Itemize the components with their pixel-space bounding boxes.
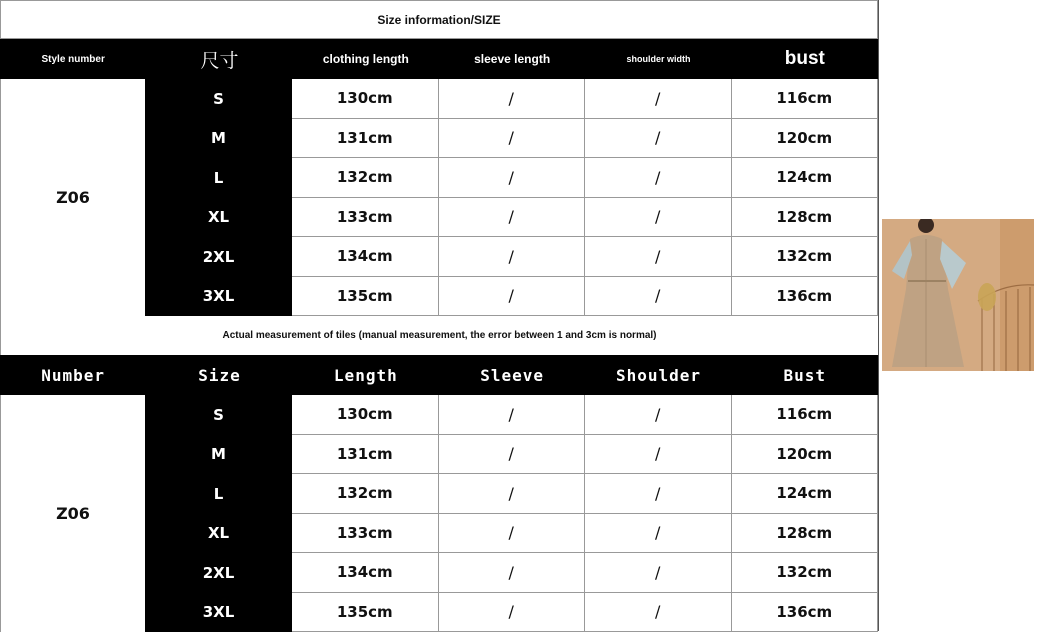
- shoulder-cell: /: [585, 593, 732, 632]
- size-cell: 2XL: [145, 553, 292, 593]
- header-row-2: [0, 355, 878, 395]
- shoulder-cell: /: [585, 553, 732, 593]
- length-cell: 131cm: [292, 119, 439, 159]
- size-cell: XL: [145, 514, 292, 554]
- length-cell: 134cm: [292, 237, 439, 277]
- length-cell: 135cm: [292, 593, 439, 632]
- table1-body: [0, 79, 878, 316]
- table1-rows: [145, 79, 878, 316]
- bust-cell: 124cm: [732, 474, 879, 514]
- header-sleeve-length: sleeve length: [439, 39, 585, 79]
- size-chart-title: Size information/SIZE: [0, 0, 878, 39]
- bust-cell: 120cm: [732, 119, 879, 159]
- sleeve-cell: /: [439, 553, 586, 593]
- header-bust: Bust: [732, 355, 878, 395]
- table-row: [145, 79, 878, 119]
- header-shoulder-width: shoulder width: [585, 39, 731, 79]
- size-cell: 3XL: [145, 277, 292, 317]
- table-row: [145, 119, 878, 159]
- table-row: [145, 277, 878, 317]
- product-photo: [882, 219, 1034, 371]
- header-length: Length: [293, 355, 439, 395]
- header-clothing-length: clothing length: [293, 39, 439, 79]
- table-row: [145, 514, 878, 554]
- header-size: Size: [146, 355, 292, 395]
- length-cell: 130cm: [292, 79, 439, 119]
- shoulder-cell: /: [585, 119, 732, 159]
- size-cell: XL: [145, 198, 292, 238]
- table2-body: [0, 395, 878, 632]
- table-row: [145, 198, 878, 238]
- bust-cell: 124cm: [732, 158, 879, 198]
- size-cell: S: [145, 395, 292, 435]
- table-row: [145, 474, 878, 514]
- length-cell: 134cm: [292, 553, 439, 593]
- shoulder-cell: /: [585, 435, 732, 475]
- bust-cell: 132cm: [732, 553, 879, 593]
- header-size-cn: 尺寸: [146, 39, 292, 79]
- size-cell: 2XL: [145, 237, 292, 277]
- length-cell: 132cm: [292, 158, 439, 198]
- measurement-note: Actual measurement of tiles (manual measurement, the error between 1 and 3cm is normal): [0, 316, 878, 355]
- bust-cell: 116cm: [732, 79, 879, 119]
- header-sleeve: Sleeve: [439, 355, 585, 395]
- sleeve-cell: /: [439, 198, 586, 238]
- bust-cell: 128cm: [732, 514, 879, 554]
- header-shoulder: Shoulder: [585, 355, 731, 395]
- bust-cell: 136cm: [732, 277, 879, 317]
- style-number-cell: Z06: [0, 79, 145, 316]
- length-cell: 133cm: [292, 198, 439, 238]
- table-row: [145, 553, 878, 593]
- header-row-1: [0, 39, 878, 79]
- length-cell: 130cm: [292, 395, 439, 435]
- length-cell: 133cm: [292, 514, 439, 554]
- sleeve-cell: /: [439, 277, 586, 317]
- shoulder-cell: /: [585, 158, 732, 198]
- length-cell: 132cm: [292, 474, 439, 514]
- sleeve-cell: /: [439, 395, 586, 435]
- size-cell: M: [145, 119, 292, 159]
- length-cell: 131cm: [292, 435, 439, 475]
- sleeve-cell: /: [439, 593, 586, 632]
- header-bust: bust: [732, 39, 878, 79]
- sleeve-cell: /: [439, 119, 586, 159]
- shoulder-cell: /: [585, 514, 732, 554]
- sleeve-cell: /: [439, 237, 586, 277]
- shoulder-cell: /: [585, 237, 732, 277]
- sleeve-cell: /: [439, 514, 586, 554]
- bust-cell: 136cm: [732, 593, 879, 632]
- size-cell: M: [145, 435, 292, 475]
- bust-cell: 128cm: [732, 198, 879, 238]
- table-row: [145, 237, 878, 277]
- table-row: [145, 395, 878, 435]
- sleeve-cell: /: [439, 435, 586, 475]
- shoulder-cell: /: [585, 198, 732, 238]
- style-number-cell: Z06: [0, 395, 145, 632]
- size-cell: 3XL: [145, 593, 292, 632]
- length-cell: 135cm: [292, 277, 439, 317]
- dress-model-image: [882, 219, 1034, 371]
- bust-cell: 120cm: [732, 435, 879, 475]
- sleeve-cell: /: [439, 158, 586, 198]
- shoulder-cell: /: [585, 474, 732, 514]
- table-row: [145, 593, 878, 632]
- header-style-number: Style number: [0, 39, 146, 79]
- table-row: [145, 158, 878, 198]
- bust-cell: 116cm: [732, 395, 879, 435]
- sleeve-cell: /: [439, 79, 586, 119]
- shoulder-cell: /: [585, 395, 732, 435]
- size-cell: S: [145, 79, 292, 119]
- sleeve-cell: /: [439, 474, 586, 514]
- bust-cell: 132cm: [732, 237, 879, 277]
- table2-rows: [145, 395, 878, 632]
- shoulder-cell: /: [585, 79, 732, 119]
- table-row: [145, 435, 878, 475]
- shoulder-cell: /: [585, 277, 732, 317]
- header-number: Number: [0, 355, 146, 395]
- size-cell: L: [145, 474, 292, 514]
- size-cell: L: [145, 158, 292, 198]
